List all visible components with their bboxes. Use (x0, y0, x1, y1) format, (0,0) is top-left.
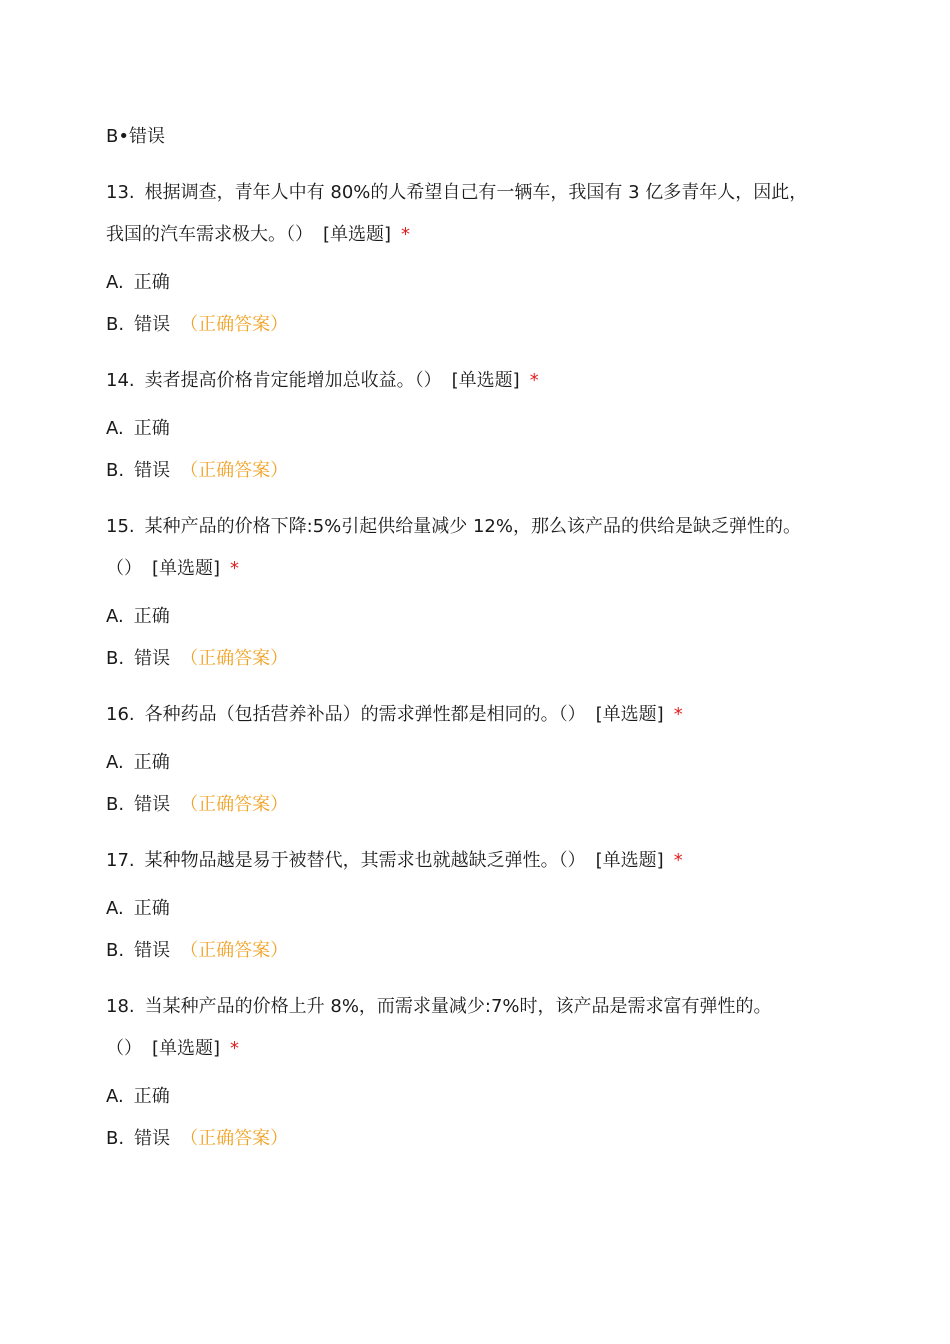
option-letter: B. (106, 794, 125, 815)
option-a (106, 604, 170, 630)
required-star: * (673, 850, 683, 871)
option-b (106, 646, 288, 672)
option-letter: A. (106, 272, 124, 293)
option-text: 错误 (134, 940, 171, 961)
question-number: 15. (106, 516, 135, 537)
question-16 (106, 702, 683, 728)
question-text: 某种产品的价格下降:5%引起供给量减少 12%，那么该产品的供给是缺乏弹性的。 (144, 516, 801, 537)
required-star: * (401, 224, 411, 245)
question-number: 16. (106, 704, 135, 725)
option-text: 错误 (134, 794, 171, 815)
question-type-tag: [单选题] (451, 370, 520, 391)
option-b (106, 938, 288, 964)
option-b (106, 1126, 288, 1152)
correct-answer-mark: （正确答案） (180, 314, 289, 335)
question-type-tag: [单选题] (595, 850, 664, 871)
question-text: 卖者提高价格肯定能增加总收益。（） (144, 370, 442, 391)
option-a (106, 896, 170, 922)
option-letter: A. (106, 418, 124, 439)
option-letter: B. (106, 648, 125, 669)
option-text: 正确 (133, 272, 170, 293)
question-18 (106, 994, 772, 1020)
question-number: 17. (106, 850, 135, 871)
question-text: 根据调查，青年人中有 80%的人希望自己有一辆车，我国有 3 亿多青年人，因此， (144, 182, 808, 203)
option-b (106, 792, 288, 818)
option-a (106, 750, 170, 776)
question-number: 14. (106, 370, 135, 391)
required-star: * (230, 1038, 240, 1059)
option-letter: B. (106, 460, 125, 481)
option-letter: B. (106, 314, 125, 335)
option-text: 正确 (133, 752, 170, 773)
option-letter: A. (106, 898, 124, 919)
question-15 (106, 514, 801, 540)
previous-answer-tail: B•错误 (106, 126, 165, 147)
option-b (106, 458, 288, 484)
question-text: 当某种产品的价格上升 8%，而需求量减少:7%时，该产品是需求富有弹性的。 (144, 996, 772, 1017)
correct-answer-mark: （正确答案） (180, 460, 289, 481)
option-text: 错误 (134, 1128, 171, 1149)
option-text: 正确 (133, 606, 170, 627)
question-text: （） (106, 1038, 142, 1059)
option-letter: A. (106, 752, 124, 773)
question-18-continuation (106, 1036, 239, 1062)
option-b (106, 312, 288, 338)
option-letter: A. (106, 1086, 124, 1107)
question-text: 某种物品越是易于被替代，其需求也就越缺乏弹性。（） (144, 850, 586, 871)
option-text: 错误 (134, 314, 171, 335)
question-14 (106, 368, 539, 394)
option-text: 错误 (134, 460, 171, 481)
option-a (106, 1084, 170, 1110)
option-text: 错误 (134, 648, 171, 669)
question-text: 我国的汽车需求极大。（） (106, 224, 313, 245)
question-type-tag: [单选题] (323, 224, 392, 245)
option-a (106, 270, 170, 296)
question-13 (106, 180, 807, 206)
question-17 (106, 848, 683, 874)
option-letter: B. (106, 940, 125, 961)
question-type-tag: [单选题] (595, 704, 664, 725)
option-text: 正确 (133, 898, 170, 919)
question-type-tag: [单选题] (152, 1038, 221, 1059)
correct-answer-mark: （正确答案） (180, 1128, 289, 1149)
question-number: 13. (106, 182, 135, 203)
option-text: 正确 (133, 1086, 170, 1107)
option-letter: A. (106, 606, 124, 627)
question-15-continuation (106, 556, 239, 582)
question-type-tag: [单选题] (152, 558, 221, 579)
required-star: * (529, 370, 539, 391)
required-star: * (230, 558, 240, 579)
correct-answer-mark: （正确答案） (180, 794, 289, 815)
question-number: 18. (106, 996, 135, 1017)
option-text: 正确 (133, 418, 170, 439)
question-text: 各种药品（包括营养补品）的需求弹性都是相同的。（） (144, 704, 586, 725)
question-13-continuation (106, 222, 410, 248)
required-star: * (673, 704, 683, 725)
option-letter: B. (106, 1128, 125, 1149)
option-a (106, 416, 170, 442)
question-text: （） (106, 558, 142, 579)
correct-answer-mark: （正确答案） (180, 940, 289, 961)
correct-answer-mark: （正确答案） (180, 648, 289, 669)
